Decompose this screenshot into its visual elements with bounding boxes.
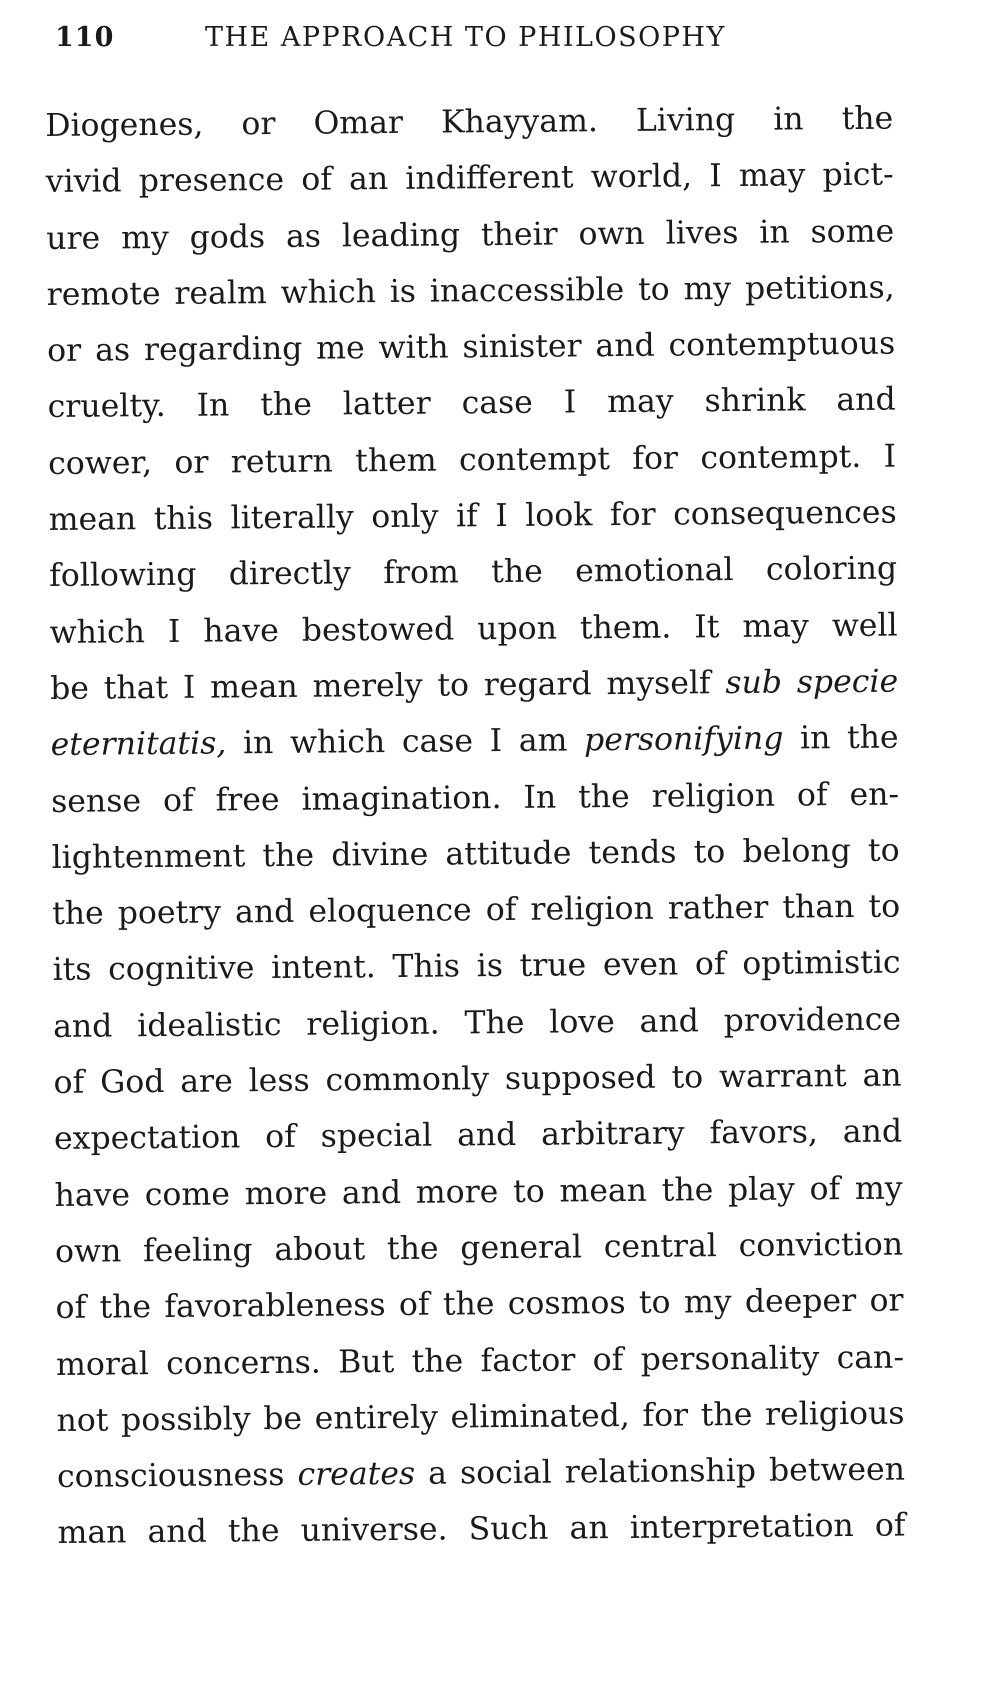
italic-phrase: eternitatis, <box>50 725 227 764</box>
text-run: be that I mean merely to regard myself <box>50 665 726 707</box>
text-line: own feeling about the general central conviction <box>54 1226 904 1270</box>
text-line: or as regarding me with sinister and contemptuous <box>47 325 896 370</box>
page-number: 110 <box>55 22 115 53</box>
text-line: the poetry and eloquence of religion rather than to <box>51 888 901 933</box>
italic-phrase: personifying <box>583 720 784 759</box>
text-line <box>50 710 898 774</box>
text-line: mean this literally only if I look for consequences <box>48 494 897 539</box>
text-line: have come more and more to mean the play of my <box>54 1170 903 1214</box>
text-line: cower, or return them contempt for contempt. I <box>48 438 897 482</box>
body-text <box>45 91 906 1562</box>
text-line: remote realm which is inaccessible to my petitions, <box>46 269 895 313</box>
text-line: vivid presence of an indifferent world, I may pict- <box>45 156 894 201</box>
text-line: which I have bestowed upon them. It may well <box>49 607 898 651</box>
text-line: its cognitive intent. This is true even of optimistic <box>52 945 901 989</box>
text-line <box>50 654 898 718</box>
text-line: moral concerns. But the factor of personality can- <box>55 1339 905 1383</box>
text-line: not possibly be entirely eliminated, for the religious <box>56 1395 905 1439</box>
italic-phrase: sub specie <box>725 663 899 702</box>
text-line: of the favorableness of the cosmos to my deeper or <box>55 1282 904 1327</box>
text-line: cruelty. In the latter case I may shrink and <box>47 382 896 426</box>
running-head <box>55 22 815 62</box>
text-line <box>57 1442 905 1506</box>
running-title: THE APPROACH TO PHILOSOPHY <box>205 22 726 53</box>
text-line: and idealistic religion. The love and providence <box>52 1001 902 1045</box>
text-line: Diogenes, or Omar Khayyam. Living in the <box>45 100 894 144</box>
text-line: sense of free imagination. In the religion of en- <box>50 776 900 820</box>
text-line: following directly from the emotional coloring <box>49 550 898 595</box>
text-line: lightenment the divine attitude tends to belong to <box>51 832 900 876</box>
text-run: in the <box>783 719 899 757</box>
text-run: consciousness <box>56 1456 298 1496</box>
text-line: ure my gods as leading their own lives in some <box>46 213 895 257</box>
text-run: a social relationship between <box>414 1451 906 1492</box>
text-line: man and the universe. Such an interpretation of <box>57 1507 906 1552</box>
text-line: expectation of special and arbitrary favors, and <box>53 1113 903 1158</box>
text-line: of God are less commonly supposed to warrant an <box>53 1057 902 1102</box>
text-run: in which case I am <box>226 722 585 762</box>
italic-phrase: creates <box>297 1455 416 1493</box>
